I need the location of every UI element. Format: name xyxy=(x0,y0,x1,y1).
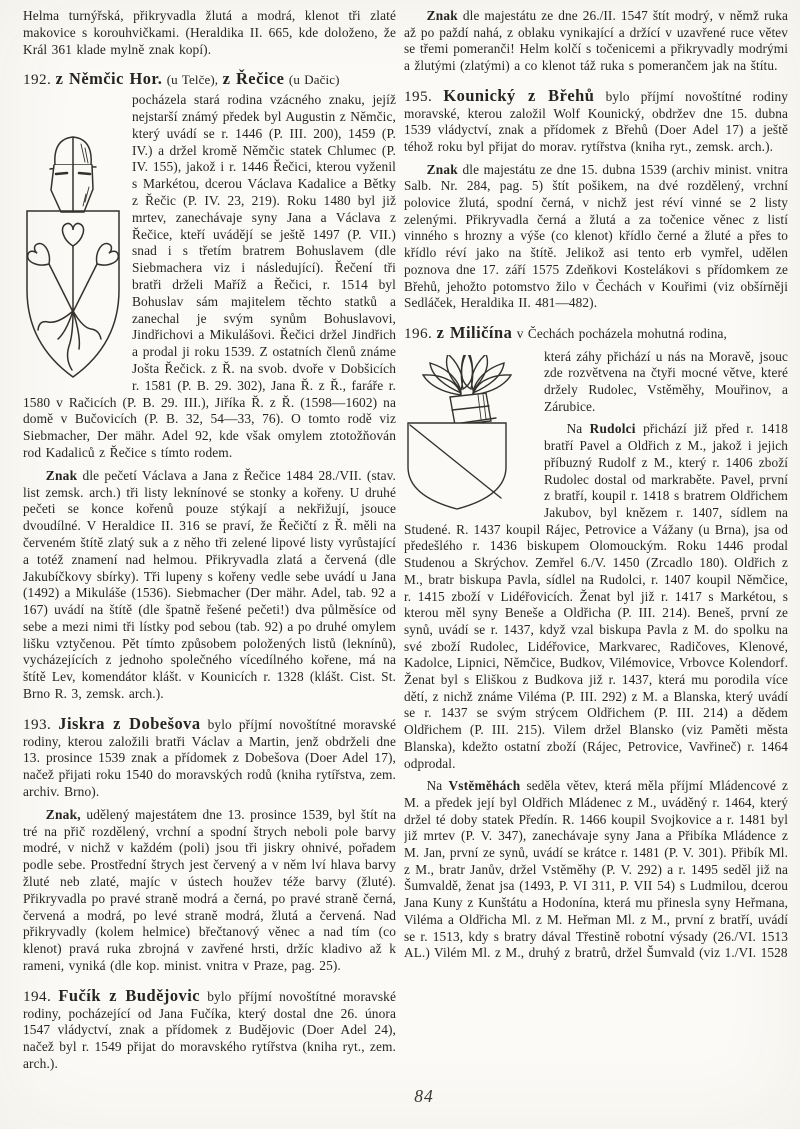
entry-194-name: Fučík z Budějovic xyxy=(58,985,201,1005)
entry-194-znak-paragraph xyxy=(404,8,788,75)
znak-text: udělený majestátem dne 13. prosince 1539, byl štít na tré na přič rozdělený, vrchní a spodní štrych neboli pole barvy modré, v nichž v každém (poli) jsou tři jiskry ohnivé, pořadem podle sebe. Prostřední štrych jest červený a v něm lví hlava barvy žluté neb zlaté, majíc v ústech houžev téže barvy (žluté). Přikryvadla po pravé straně modrá a černá, po pravé straně černá, červená a modrá, po levé straně modrá, žlutá a červená. Nad přikryvadly (kolem helmice) břečtanový věnec a nad tím (co klenot) pravá ruka zbrojná v zavřené hrsti, držíc kladivo až k rameni, vyniká (dle kop. minist. vnitra v Praze, pag. 25). xyxy=(23,806,396,974)
entry-192-name-nemcic: z Němčic Hor. xyxy=(55,69,163,89)
entry-195-znak-paragraph xyxy=(404,162,788,312)
znak-label: Znak xyxy=(426,161,458,177)
right-column xyxy=(404,8,788,1094)
znak-label: Znak, xyxy=(45,806,81,822)
znak-text: dle majestátu ze dne 26./II. 1547 štít modrý, v němž ruka až po paždí nahá, z oblaku vynikající a držící v uzavřené ruce větev se třemi pomeranči! Helm kolčí s točenicemi a přikryvadly modrými a žlutými (zlatými) a co klenot táž ruka s pomerančem jak na štítu. xyxy=(404,8,788,74)
na-prefix: Na xyxy=(426,778,449,794)
shield-helm-waterlily-icon xyxy=(23,132,123,382)
entry-195-heading xyxy=(404,85,788,156)
carryover-paragraph: Helma turnýřská, přikryvadla žlutá a modrá, klenot tři zlaté makovice s korouhvičkami. (Heraldika II. 665, kde doloženo, že Král 361 klade mylně znak kopí). xyxy=(23,8,396,57)
entry-193-znak-paragraph xyxy=(23,807,396,975)
milicin-coat-of-arms-figure xyxy=(404,351,536,513)
entry-195-name: Kounický z Břehů xyxy=(443,85,595,105)
vstemehy-label: Vstěměhách xyxy=(448,778,521,794)
entry-192-name-recice: z Řečice xyxy=(222,69,285,89)
entry-192-body xyxy=(23,92,396,703)
entry-196-number: 196. xyxy=(404,324,433,342)
entry-195-number: 195. xyxy=(404,87,433,105)
entry-196-heading xyxy=(404,322,788,343)
entry-193-heading xyxy=(23,713,396,801)
recice-coat-of-arms-figure xyxy=(23,92,125,382)
left-column xyxy=(23,8,396,1082)
entry-196-lead-text: v Čechách pocházela mohutná rodina, xyxy=(512,325,727,341)
entry-192-place-dacice: (u Dačic) xyxy=(288,72,340,88)
entry-193-number: 193. xyxy=(23,715,52,733)
entry-193-text: bylo příjmí novoštítné moravské rodiny, kterou založili bratři Václav a Martin, jenž obdrželi dne 13. prosince 1539 znak a přídomek z Dobešova (Doer Adel 17), načež přijati roku 1540 do moravských rodů (kniha rytířstva, zem. archiv. Brno). xyxy=(23,716,396,800)
entry-196-name: z Miličína xyxy=(436,322,513,342)
znak-text: dle majestátu ze dne 15. dubna 1539 (archiv minist. vnitra Salb. Nr. 284, pag. 5) štít pošikem, na dvé rozdělený, vrchní polovice žlutá, spodní černá, v nichž jest réví vinné se 2 listy zelenými. Přikryvadla černá a žlutá a za točenice věnec z listí vinného s hrozny a výše (co klenot) křídlo černé a žluté a přes to křídlo réví jako na štítě. Jelikož asi tento erb vymřel, udělen poznova dne 17. září 1575 Zdeňkovi Kostelákovi s přídomkem ze Břehů, jehožto potomstvo žilo v Čechách v Kouřimi (viz obšírněji Sedláček, Heraldika II. 481—482). xyxy=(404,161,788,311)
entry-196-intro-text: která záhy přichází u nás na Moravě, jsouc zde rozvětvena na čtyři mocné větve, které držely Rudolec, Vstěměhy, Mouřinov, a Zárubice. xyxy=(544,348,788,414)
znak-text: dle pečetí Václava a Jana z Řečice 1484 28./VII. (stav. list zemsk. arch.) tři listy leknínové se stonky a kořeny. U druhé pečeti se konce kořenů pouze stýkají a nekřižují, jsouce dvoudílné. V Heraldice II. 316 se praví, že Řečičtí z Ř. měli na červeném štítě zlatý suk a z něho tři zelené lipové listy vyrůstající a totéž znamení nad helmou. Přikryvadla zlatá a červená (dle Jakubíčkovy sbírky). Tři lupeny s kořeny vedle sebe uvádí u Jana (1492) a Mikuláše (1536). Siebmacher (Der mähr. Adel, tab. 92 a 167) uvádí na štítě (dle špatně řešené pečeti!) dva půlměsíce od sebe a mezi nimi tři lístky pod sebou (tab. 92) a po druhé omylem lišku vztyčenou. Pět tímto způsobem položených listů (leknínů), vycházejících z jednoho společného vícedílného kořene, má na štítě Lev, komendátor klášt. v Kounicích r. 1328 (klášt. Cist. St. Brno R. 3, zemsk. arch.). xyxy=(23,467,396,702)
page-number: 84 xyxy=(414,1086,434,1106)
entry-192-text: pocházela stará rodina vzácného znaku, jejíž nejstarší známý předek byl Augustin z Němčic, který uvádí se r. 1446 (P. III. 200), 1459 (P. IV.) a držel kromě Němčic statek Chlumec (P. IV. 155), jakož i r. 1446 Řečici, kterou vyženil s Markétou, dcerou Václava Kadalice a Bětky z Řečic (P. IV. 23, 219). Roku 1480 byl již mrtev, zanechávaje syny Jana a Václava z Řečice, kteří uvádějí se ještě 1497 (P. VII.) snad i s třetím bratrem Bohuslavem (dle Siebmachera viz i následující). Řečení tři bratři drželi Maříž a Řečici, r. 1514 byl Bohuslav sám majitelem těchto statků a zanechal je svým synům Bohuslavovi, Jindřichovi a Mikulášovi. Řečici držel Jindřich a prodal ji roku 1539. Z ostatních členů známe Jošta Řečick. z Ř. na svob. dvoře v Dobšicích r. 1581 (P. B. 29. 302), Jana Ř. z Ř., faráře r. 1580 v Račicích (P. B. 29. III.), Jiříka Ř. z Ř. (1598—1602) na domě v Bučovicích (P. B. 32, 54—33, 76). O tomto rodě viz Siebmacher, Der mähr. Adel 92, kde však omylem ztotožňován rod Kadaliců z Řečice s tímto rodem. xyxy=(23,92,396,460)
vstemehy-text: seděla větev, která měla příjmí Mládencové z M. a předek její byl Oldřich Mládenec z M., uváděný r. 1464, který držel té doby statek Předín. R. 1466 koupil Svojkovice a r. 1481 byl již mrtev (P. V. 347), zanechávaje syny Jana a Přibíka Mládence z M. Jan, první ze synů, uvádí se krátce r. 1481 (P. V. 301). Přibík Ml. z M., bratr Janův, držel Vstěměhy (P. V. 292) a r. 1495 seděl již na Šumvaldě, ženat jsa (1493, P. VI 311, P. VII 54) s Ludmilou, dcerou Jana Kuny z Kunštátu a Hodonína, která mu přinesla syny Heřmana, Viléma a Oldřicha Ml. z M. Heřman Ml. z M., první z bratří, uvádí se r. 1513, kdy s bratry dával Třestině robotní výsady (26./VI. 1513 AL.) Vilém Ml. z M., druhý z bratrů, držel Šumvald (viz 1./VI. 1528 xyxy=(404,778,788,961)
entry-193-name: Jiskra z Dobešova xyxy=(58,713,201,733)
right-wing xyxy=(462,355,512,395)
entry-192-place-telc: (u Telče), xyxy=(166,72,219,88)
left-wing xyxy=(423,355,473,395)
znak-label: Znak xyxy=(45,467,78,483)
entry-194-heading xyxy=(23,985,396,1073)
entry-192-heading xyxy=(23,71,396,89)
entry-194-number: 194. xyxy=(23,987,52,1005)
entry-192-number: 192. xyxy=(23,71,52,89)
entry-194-text: bylo příjmí novoštítné moravské rodiny, pocházející od Jana Fučíka, který dostal dne 26. února 1547 vládyctví, znak a přídomek z Budějovic (Doer Adel 24), načež byl r. 1549 přijat do moravského rytířstva (kniha ryt., zem. arch.). xyxy=(23,988,396,1072)
entry-196-vstemehy-paragraph xyxy=(404,778,788,962)
leaf-top xyxy=(62,224,83,247)
shield-per-bend-wings-icon xyxy=(404,355,530,513)
na-prefix: Na xyxy=(566,421,590,437)
rudolec-text: přichází již před r. 1418 bratří Pavel a Oldřich z M., jakož i jejich příbuzný Rudolf z M., který r. 1406 zboží Rudolec dostal od markraběte. Pavel, první z bratří, koupil r. 1418 s bratrem Oldřichem Jakubov, byl knězem r. 1407, sídlem na Studené. R. 1437 koupil Rájec, Petrovice a Vážany (u Brna), jsa od předešlého r. 1436 biskupem Olomouckým. Roku 1446 prodal Studenou a Skrýchov. Zemřel 6./V. 1450 (Zrcadlo 180). Oldřich z M., bratr biskupa Pavla, sídlel na Rudolci, r. 1407 koupil Němčice, r. 1415 zboží v Lidéřovicích. Ženat byl již r. 1417 s Markétou, s kterou měl syny Beneše a Oldřicha (P. III. 214). Beneš, první ze synů, uvádí se r. 1437, když vzal biskupa Pavla z M. do spolku na své zboží Rudolec, Lidéřovice, Markvarec, Radičoves, Klenové, Kadolce, Lipnici, Němčice, Budkov, Vilémovice, Vrbovce Kolendorf. Ženat byl s Eliškou z Budkova již r. 1437, která mu porodila více dětí, z nichž známe Viléma (P. III. 292) z M. a Blanska, který uvádí se r. 1437 se svým strýcem Oldřichem (P. III. 214) a dědem Oldřichem (P. III. 215). Vilem držel Blansko (viz Paměti města Blanska), kdežto ostatní zboží (Rájec, Petrovice, Vavřineč) r. 1464 odprodal. xyxy=(404,421,788,771)
entry-196-body xyxy=(404,322,788,962)
entry-192-znak-paragraph xyxy=(23,468,396,703)
rudolec-label: Rudolci xyxy=(589,421,636,437)
znak-label: Znak xyxy=(426,8,458,23)
entry-195-text: bylo příjmí novoštítné rodiny moravské, kterou založil Wolf Kounický, obdržev dne 15. dubna 1539 vládyctví, znak a přídomek z Břehů (Doer Adel 17) a ještě téhož roku byl přijat do morav. rytířstva (kniha ryt., zemsk. arch.). xyxy=(404,88,788,154)
